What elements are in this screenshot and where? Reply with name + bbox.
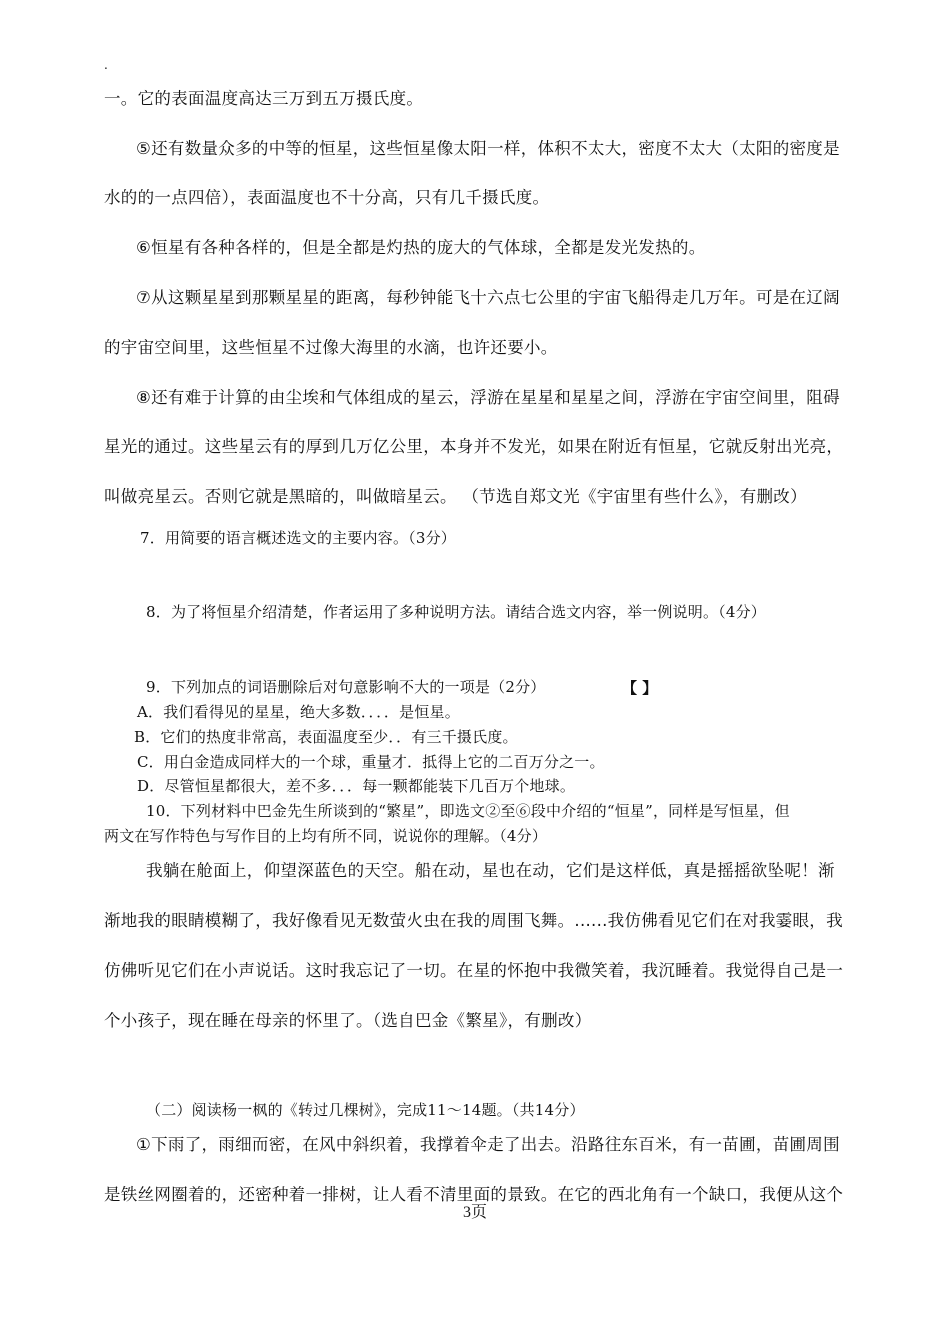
option-b: B．它们的热度非常高，表面温度至少．．有三千摄氏度。	[134, 728, 518, 746]
paragraph-8-line-1: ⑧还有难于计算的由尘埃和气体组成的星云，浮游在星星和星星之间，浮游在宇宙空间里，阻碍	[136, 388, 840, 407]
page-number: 3页	[462, 1204, 487, 1221]
section-2-paragraph-1-line-2: 是铁丝网圈着的，还密种着一排树，让人看不清里面的景致。在它的西北角有一个缺口，我便从这个	[104, 1185, 844, 1204]
paragraph-7-line-2: 的宇宙空间里，这些恒星不过像大海里的水滴，也许还要小。	[104, 338, 558, 357]
material-line-4: 个小孩子，现在睡在母亲的怀里了。（选自巴金《繁星》，有删改）	[104, 1011, 592, 1030]
option-a: A．我们看得见的星星，绝大多数．．．．是恒星。	[137, 703, 460, 721]
question-7: 7．用简要的语言概述选文的主要内容。（3分）	[140, 529, 456, 547]
paragraph-8-line-2: 星光的通过。这些星云有的厚到几万亿公里，本身并不发光，如果在附近有恒星，它就反射出光亮，	[104, 437, 844, 456]
paragraph-5-line-1: ⑤还有数量众多的中等的恒星，这些恒星像太阳一样，体积不太大，密度不太大（太阳的密度是	[136, 139, 840, 158]
question-8: 8．为了将恒星介绍清楚，作者运用了多种说明方法。请结合选文内容，举一例说明。（4分）	[146, 603, 766, 621]
paragraph-5-line-2: 水的的一点四倍），表面温度也不十分高，只有几千摄氏度。	[104, 188, 550, 207]
top-mark: .	[104, 58, 108, 72]
question-10-line-2: 两文在写作特色与写作目的上均有所不同，说说你的理解。（4分）	[104, 827, 548, 845]
section-2-paragraph-1-line-1: ①下雨了，雨细而密，在风中斜织着，我撑着伞走了出去。沿路往东百米，有一苗圃，苗圃周围	[136, 1135, 840, 1154]
section-2-heading: （二）阅读杨一枫的《转过几棵树》，完成11～14题。（共14分）	[146, 1101, 585, 1119]
option-d: D．尽管恒星都很大，差不多．．．每一颗都能装下几百万个地球。	[137, 777, 576, 795]
paragraph-8-line-3: 叫做亮星云。否则它就是黑暗的，叫做暗星云。 （节选自郑文光《宇宙里有些什么》，有删改）	[104, 487, 807, 506]
question-9: 9．下列加点的词语删除后对句意影响不大的一项是（2分）	[146, 678, 546, 696]
material-line-2: 渐地我的眼睛模糊了，我好像看见无数萤火虫在我的周围飞舞。......我仿佛看见它们在对我霎眼，我	[104, 911, 843, 930]
material-line-1: 我躺在舱面上，仰望深蓝色的天空。船在动，星也在动，它们是这样低，真是摇摇欲坠呢！渐	[146, 861, 835, 880]
answer-bracket: 【 】	[622, 679, 658, 697]
option-c: C．用白金造成同样大的一个球，重量才．抵得上它的二百万分之一。	[137, 753, 605, 771]
material-line-3: 仿佛听见它们在小声说话。这时我忘记了一切。在星的怀抱中我微笑着，我沉睡着。我觉得自己是一	[104, 961, 844, 980]
paragraph-7-line-1: ⑦从这颗星星到那颗星星的距离，每秒钟能飞十六点七公里的宇宙飞船得走几万年。可是在辽阔	[136, 288, 840, 307]
question-10-line-1: 10．下列材料中巴金先生所谈到的“繁星”，即选文②至⑥段中介绍的“恒星”，同样是写恒星，但	[146, 802, 790, 820]
paragraph-6: ⑥恒星有各种各样的，但是全都是灼热的庞大的气体球，全都是发光发热的。	[136, 238, 706, 257]
passage-line: 一。它的表面温度高达三万到五万摄氏度。	[104, 89, 424, 108]
